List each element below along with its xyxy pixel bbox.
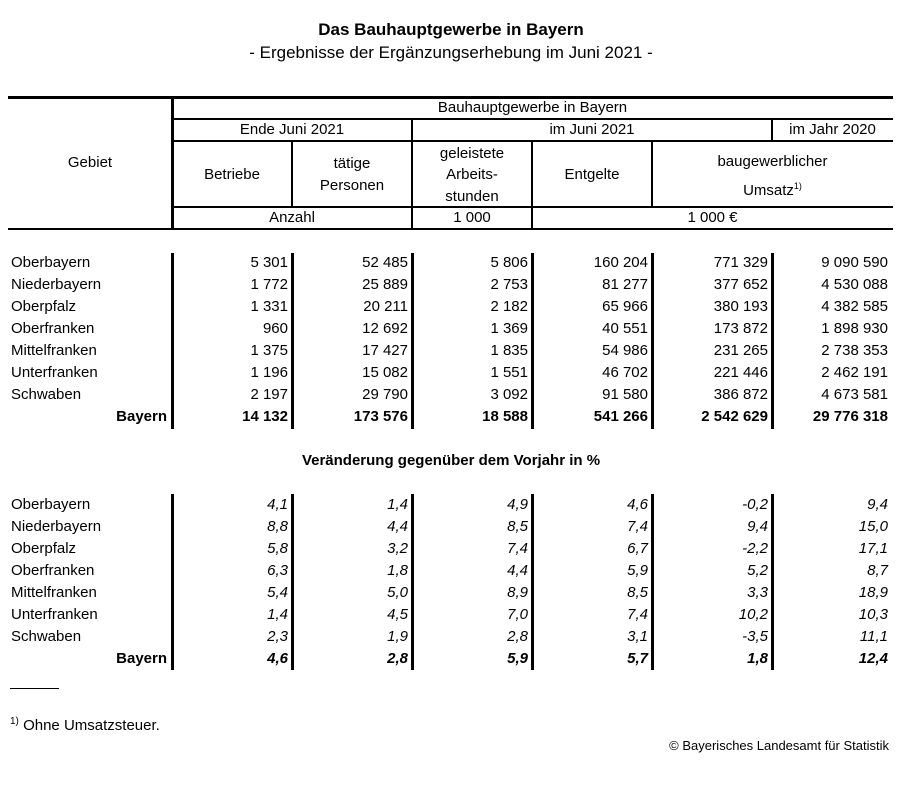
cell-value: 5 301 <box>250 254 288 271</box>
cell-value: 11,1 <box>859 628 888 645</box>
cell-value: 1 369 <box>490 320 528 337</box>
cell-value: 12 692 <box>362 320 408 337</box>
cell-value: 10,3 <box>858 606 888 623</box>
footnote-text: Ohne Umsatzsteuer. <box>23 717 160 734</box>
cell-value: 1,8 <box>387 562 408 579</box>
cell-value: 91 580 <box>602 386 648 403</box>
cell-value: 4,9 <box>507 496 528 513</box>
header-col-betriebe: Betriebe <box>204 166 260 183</box>
cell-value: 5,7 <box>627 650 648 667</box>
table-total-row <box>0 406 902 428</box>
cell-value: 4,6 <box>627 496 648 513</box>
cell-value: 54 986 <box>602 342 648 359</box>
cell-value: 4 673 581 <box>821 386 888 403</box>
cell-value: 173 872 <box>713 320 768 337</box>
cell-value: 1 375 <box>250 342 288 359</box>
header-col-personen-line1: tätige <box>333 155 371 172</box>
cell-value: 1,4 <box>387 496 408 513</box>
cell-value: 5,2 <box>747 562 768 579</box>
cell-value: 18 588 <box>482 408 528 425</box>
cell-value: 231 265 <box>713 342 768 359</box>
header-col-stunden-line1: geleistete <box>439 145 505 162</box>
table-row <box>0 626 902 648</box>
cell-value: 771 329 <box>713 254 768 271</box>
cell-value: 9,4 <box>867 496 888 513</box>
cell-value: -3,5 <box>742 628 768 645</box>
region-label: Oberbayern <box>11 254 91 271</box>
region-label: Unterfranken <box>11 364 98 381</box>
cell-value: 4 382 585 <box>821 298 888 315</box>
table-row <box>0 340 902 362</box>
cell-value: 29 776 318 <box>812 408 888 425</box>
table-row <box>0 384 902 406</box>
cell-value: 6,3 <box>267 562 288 579</box>
region-label: Unterfranken <box>11 606 98 623</box>
region-label: Bayern <box>116 650 167 667</box>
cell-value: 8,9 <box>507 584 528 601</box>
table-row <box>0 296 902 318</box>
cell-value: -2,2 <box>742 540 768 557</box>
cell-value: 1 551 <box>490 364 528 381</box>
table-row <box>0 516 902 538</box>
cell-value: 7,0 <box>507 606 528 623</box>
table-row <box>0 362 902 384</box>
table-row <box>0 252 902 274</box>
region-label: Oberbayern <box>11 496 91 513</box>
cell-value: 1 196 <box>250 364 288 381</box>
region-label: Mittelfranken <box>11 342 97 359</box>
cell-value: 3 092 <box>490 386 528 403</box>
table-row <box>0 560 902 582</box>
cell-value: 160 204 <box>593 254 648 271</box>
copyright: © Bayerisches Landesamt für Statistik <box>669 738 889 753</box>
header-col-stunden-line2: Arbeits- <box>446 166 498 183</box>
region-label: Schwaben <box>11 628 82 645</box>
header-group: Bauhauptgewerbe in Bayern <box>437 99 628 116</box>
page-subtitle: - Ergebnisse der Ergänzungserhebung im Juni 2021 - <box>249 43 653 62</box>
cell-value: 2,8 <box>387 650 408 667</box>
cell-value: 960 <box>262 320 288 337</box>
cell-value: 8,5 <box>627 584 648 601</box>
cell-value: -0,2 <box>742 496 768 513</box>
region-label: Bayern <box>116 408 167 425</box>
rule-header-bottom <box>8 228 893 230</box>
table-row <box>0 538 902 560</box>
cell-value: 1,4 <box>267 606 288 623</box>
cell-value: 7,4 <box>627 518 648 535</box>
cell-value: 18,9 <box>858 584 888 601</box>
cell-value: 40 551 <box>602 320 648 337</box>
header-col-entgelte: Entgelte <box>564 166 620 183</box>
cell-value: 6,7 <box>627 540 648 557</box>
table-row <box>0 318 902 340</box>
cell-value: 3,3 <box>747 584 768 601</box>
cell-value: 52 485 <box>362 254 408 271</box>
cell-value: 2 197 <box>250 386 288 403</box>
cell-value: 7,4 <box>627 606 648 623</box>
cell-value: 2,8 <box>507 628 528 645</box>
cell-value: 9,4 <box>747 518 768 535</box>
cell-value: 1 835 <box>490 342 528 359</box>
cell-value: 14 132 <box>242 408 288 425</box>
table-row <box>0 274 902 296</box>
cell-value: 173 576 <box>353 408 408 425</box>
cell-value: 1,8 <box>747 650 768 667</box>
cell-value: 541 266 <box>593 408 648 425</box>
rule-header-1 <box>172 118 893 120</box>
cell-value: 5,8 <box>267 540 288 557</box>
cell-value: 221 446 <box>713 364 768 381</box>
cell-value: 5,9 <box>627 562 648 579</box>
header-col-umsatz-text: Umsatz <box>743 182 794 199</box>
cell-value: 4,6 <box>267 650 288 667</box>
cell-value: 2 542 629 <box>701 408 768 425</box>
cell-value: 17,1 <box>858 540 888 557</box>
region-label: Niederbayern <box>11 518 102 535</box>
table-row <box>0 604 902 626</box>
table-row <box>0 582 902 604</box>
cell-value: 5,4 <box>267 584 288 601</box>
cell-value: 5 806 <box>490 254 528 271</box>
cell-value: 5,0 <box>387 584 408 601</box>
cell-value: 380 193 <box>713 298 768 315</box>
header-col-personen-line2: Personen <box>319 177 385 194</box>
header-period-june: im Juni 2021 <box>549 121 635 138</box>
region-label: Niederbayern <box>11 276 102 293</box>
cell-value: 4,1 <box>267 496 288 513</box>
cell-value: 46 702 <box>602 364 648 381</box>
cell-value: 15 082 <box>362 364 408 381</box>
region-label: Oberpfalz <box>11 298 77 315</box>
cell-value: 2 182 <box>490 298 528 315</box>
change-section-title: Veränderung gegenüber dem Vorjahr in % <box>301 452 601 469</box>
unit-anzahl: Anzahl <box>269 209 315 226</box>
footnote <box>10 716 160 734</box>
cell-value: 3,2 <box>387 540 408 557</box>
unit-1000-eur: 1 000 € <box>687 209 738 226</box>
cell-value: 386 872 <box>713 386 768 403</box>
cell-value: 25 889 <box>362 276 408 293</box>
cell-value: 4,5 <box>387 606 408 623</box>
cell-value: 4,4 <box>507 562 528 579</box>
cell-value: 1 772 <box>250 276 288 293</box>
header-col-umsatz-line2 <box>652 177 893 200</box>
cell-value: 9 090 590 <box>821 254 888 271</box>
header-period-year: im Jahr 2020 <box>789 121 876 138</box>
cell-value: 377 652 <box>713 276 768 293</box>
footnote-ref: 1) <box>793 181 802 191</box>
cell-value: 20 211 <box>363 298 408 315</box>
cell-value: 10,2 <box>738 606 768 623</box>
header-col-stunden-line3: stunden <box>445 188 499 205</box>
unit-1000: 1 000 <box>453 209 491 226</box>
region-label: Oberfranken <box>11 320 95 337</box>
cell-value: 65 966 <box>602 298 648 315</box>
cell-value: 12,4 <box>858 650 888 667</box>
cell-value: 3,1 <box>627 628 648 645</box>
cell-value: 2 738 353 <box>821 342 888 359</box>
cell-value: 17 427 <box>362 342 408 359</box>
region-label: Schwaben <box>11 386 82 403</box>
cell-value: 29 790 <box>362 386 408 403</box>
region-label: Oberfranken <box>11 562 95 579</box>
header-col-umsatz-line1: baugewerblicher <box>717 153 828 170</box>
region-label: Oberpfalz <box>11 540 77 557</box>
header-period-end-june: Ende Juni 2021 <box>239 121 345 138</box>
cell-value: 2 753 <box>490 276 528 293</box>
cell-value: 2,3 <box>267 628 288 645</box>
cell-value: 4 530 088 <box>821 276 888 293</box>
cell-value: 1,9 <box>387 628 408 645</box>
cell-value: 8,5 <box>507 518 528 535</box>
cell-value: 15,0 <box>858 518 888 535</box>
footnote-marker: 1) <box>10 716 19 727</box>
cell-value: 2 462 191 <box>821 364 888 381</box>
table-row <box>0 494 902 516</box>
footnote-rule <box>10 688 59 689</box>
cell-value: 81 277 <box>602 276 648 293</box>
cell-value: 1 898 930 <box>821 320 888 337</box>
cell-value: 4,4 <box>387 518 408 535</box>
cell-value: 5,9 <box>507 650 528 667</box>
table-total-row <box>0 648 902 670</box>
header-gebiet: Gebiet <box>67 154 113 171</box>
region-label: Mittelfranken <box>11 584 97 601</box>
cell-value: 1 331 <box>250 298 288 315</box>
cell-value: 8,8 <box>267 518 288 535</box>
cell-value: 7,4 <box>507 540 528 557</box>
page-title: Das Bauhauptgewerbe in Bayern <box>318 20 584 39</box>
cell-value: 8,7 <box>867 562 888 579</box>
